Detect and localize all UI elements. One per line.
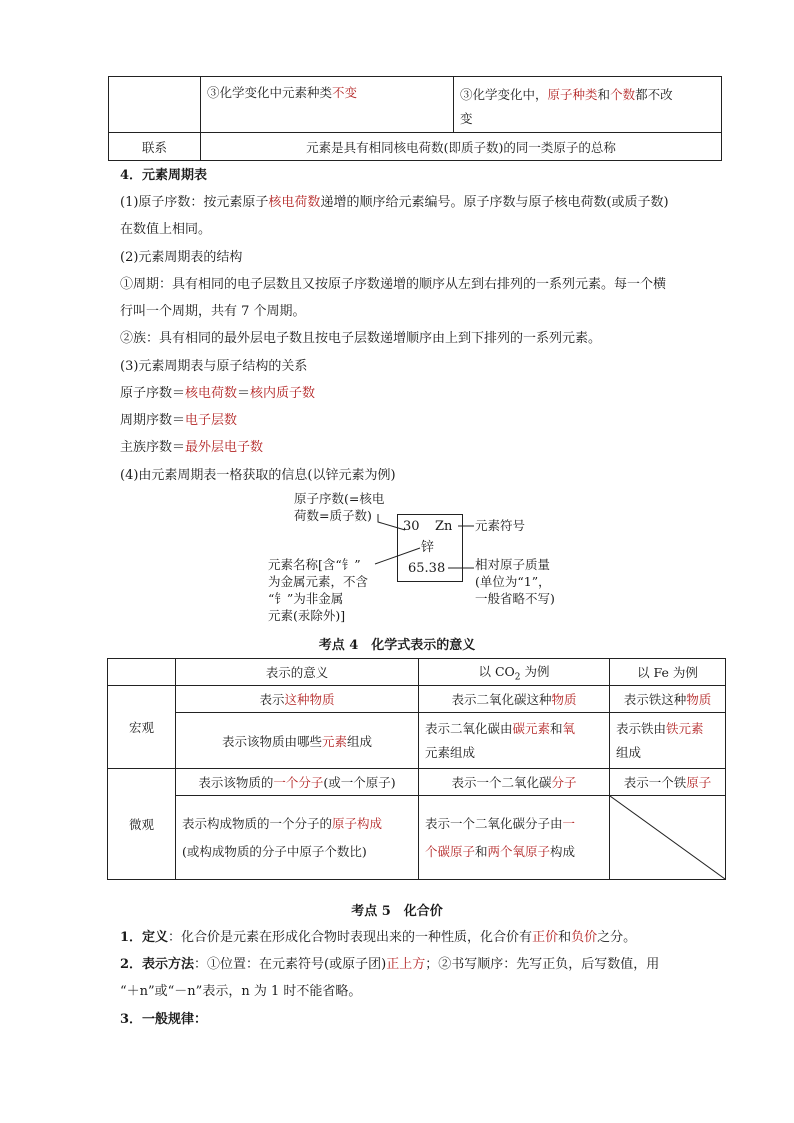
cell-text: 变 — [460, 111, 473, 126]
label-name-2: 为金属元素，不含 — [268, 574, 369, 589]
label-atomic-number-2: 荷数=质子数) — [294, 508, 372, 523]
table-cell — [419, 796, 610, 880]
text: 组成 — [347, 733, 373, 749]
label-mass-1: 相对原子质量 — [475, 557, 551, 572]
cell-text: ③化学变化中， — [460, 87, 548, 102]
leader-line — [378, 514, 405, 530]
label-symbol: 元素符号 — [475, 518, 526, 533]
text-red: 原子 — [686, 775, 712, 790]
text-bold: 1．定义 — [120, 930, 169, 945]
text: ：①位置：在元素符号(或原子团) — [194, 957, 387, 972]
text-red: 个碳原子 — [425, 843, 476, 859]
cell-text-red: 种类 — [572, 87, 598, 102]
formula-line — [120, 409, 237, 428]
macro-label: 宏观 — [108, 686, 176, 769]
table-cell — [419, 686, 610, 713]
subscript: 2 — [514, 672, 521, 683]
text: 和 — [475, 843, 488, 859]
table-cell — [176, 796, 419, 880]
paragraph: 行叫一个周期，共有 7 个周期。 — [120, 304, 306, 319]
rules-heading: 3．一般规律： — [120, 1012, 208, 1027]
text: 表示 — [259, 692, 285, 707]
text-red: 正价 — [532, 930, 559, 945]
header-fe: 以 Fe 为例 — [610, 659, 726, 686]
text: 表示该物质由哪些 — [221, 733, 322, 749]
cell-text: 和 — [597, 87, 611, 102]
formula-meaning-table — [107, 658, 726, 880]
header-meaning: 表示的意义 — [176, 659, 419, 686]
text-red: 一个分子 — [273, 775, 324, 790]
text-red: 核电荷数 — [185, 386, 238, 401]
text: 为例 — [520, 663, 550, 679]
text: 之分。 — [597, 930, 637, 945]
table-cell — [610, 686, 726, 713]
text: 递增的顺序给元素编号。原子序数与原子核电荷数(或质子数) — [320, 195, 669, 210]
kaodian5-title: 考点 5 化合价 — [351, 904, 443, 919]
paragraph: 在数值上相同。 — [120, 222, 212, 237]
table-cell — [108, 659, 176, 686]
atomic-number: 30 — [403, 519, 420, 534]
text: 主族序数＝ — [120, 440, 186, 455]
text: 表示铁由 — [616, 720, 667, 736]
element-cell-box — [397, 514, 463, 582]
text-red: 一 — [562, 815, 576, 831]
text: ＝ — [237, 386, 251, 401]
text: 表示二氧化碳这种 — [451, 692, 552, 707]
relation-text: 元素是具有相同核电荷数(即质子数)的同一类原子的总称 — [201, 133, 722, 161]
text-red: 核内质子数 — [250, 386, 316, 401]
paragraph — [120, 191, 669, 210]
text: 表示一个二氧化碳 — [451, 775, 552, 790]
text: 以 CO — [478, 663, 515, 679]
definition-line — [120, 926, 636, 945]
atomic-mass: 65.38 — [408, 561, 446, 576]
text-red: 原子构成 — [332, 815, 383, 831]
cell-text-red: 个数 — [610, 87, 636, 102]
cell-text-red: 不变 — [332, 85, 358, 100]
text: 组成 — [616, 744, 642, 760]
paragraph: (3)元素周期表与原子结构的关系 — [120, 359, 308, 374]
table-cell — [610, 713, 726, 769]
text: (或构成物质的分子中原子个数比) — [182, 843, 367, 859]
label-atomic-number-1: 原子序数(=核电 — [294, 491, 385, 506]
text-red: 物质 — [686, 692, 712, 707]
header-co2 — [419, 659, 610, 686]
text: 和 — [558, 930, 572, 945]
notation-line-2: “＋n”或“－n”表示，n 为 1 时不能省略。 — [120, 984, 362, 999]
text-red: 最外层电子数 — [185, 440, 264, 455]
section-heading: 4．元素周期表 — [120, 168, 208, 183]
cell-text-red: 原子 — [547, 87, 573, 102]
formula-line — [120, 382, 315, 401]
text: (或一个原子) — [323, 775, 396, 790]
paragraph: (2)元素周期表的结构 — [120, 250, 243, 265]
label-name-4: 元素(汞除外)] — [268, 608, 346, 623]
empty-diagonal-cell — [610, 796, 726, 880]
text: 表示该物质的 — [198, 775, 274, 790]
table-cell — [419, 713, 610, 769]
text-red: 正上方 — [386, 957, 426, 972]
table-cell — [419, 769, 610, 796]
text-red: 两个氧原子 — [487, 843, 551, 859]
text-red: 碳元素 — [512, 720, 551, 736]
text-red: 核电荷数 — [268, 195, 321, 210]
diagonal-line — [610, 796, 725, 879]
text-red: 负价 — [571, 930, 598, 945]
element-atom-compare-table — [108, 76, 722, 161]
label-name-3: “钅”为非金属 — [268, 591, 344, 606]
text-red: 氧 — [562, 720, 576, 736]
text: 表示一个铁 — [623, 775, 687, 790]
text-red: 这种物质 — [284, 692, 335, 707]
paragraph: ②族：具有相同的最外层电子数且按电子层数递增顺序由上到下排列的一系列元素。 — [120, 331, 602, 346]
text: ；②书写顺序：先写正负，后写数值，用 — [425, 957, 660, 972]
text-red: 分子 — [551, 775, 577, 790]
label-mass-3: 一般省略不写) — [475, 591, 555, 606]
cell-text: 都不改 — [635, 87, 673, 102]
notation-line — [120, 953, 659, 972]
element-symbol: Zn — [435, 519, 453, 534]
text: 周期序数＝ — [120, 413, 186, 428]
text-bold: 2．表示方法 — [120, 957, 195, 972]
micro-label: 微观 — [108, 769, 176, 880]
table-cell — [176, 769, 419, 796]
paragraph: (4)由元素周期表一格获取的信息(以锌元素为例) — [120, 468, 396, 483]
table-cell — [610, 769, 726, 796]
table-cell — [176, 713, 419, 769]
text: 表示一个二氧化碳分子由 — [425, 815, 563, 831]
label-mass-2: (单位为“1”， — [475, 574, 551, 589]
cell-text: ③化学变化中元素种类 — [207, 85, 333, 100]
text: ：化合价是元素在形成化合物时表现出来的一种性质，化合价有 — [168, 930, 533, 945]
text: 元素组成 — [425, 744, 476, 760]
text: 表示二氧化碳由 — [425, 720, 513, 736]
text-red: 铁元素 — [666, 720, 704, 736]
text: 原子序数＝ — [120, 386, 186, 401]
leader-line — [375, 548, 420, 564]
text: 表示铁这种 — [623, 692, 687, 707]
paragraph: ①周期：具有相同的电子层数且又按原子序数递增的顺序从左到右排列的一系列元素。每一个横 — [120, 277, 667, 292]
text-red: 电子层数 — [185, 413, 238, 428]
text-red: 物质 — [551, 692, 577, 707]
kaodian4-title: 考点 4 化学式表示的意义 — [318, 638, 476, 653]
row-label-link: 联系 — [109, 133, 201, 161]
table-cell — [109, 77, 201, 133]
table-cell — [454, 77, 722, 133]
table-cell — [176, 686, 419, 713]
text: 构成 — [550, 843, 576, 859]
table-cell — [201, 77, 454, 133]
formula-line — [120, 436, 263, 455]
text-red: 元素 — [321, 733, 347, 749]
element-name: 锌 — [421, 540, 435, 555]
text: (1)原子序数：按元素原子 — [120, 195, 269, 210]
text: 表示构成物质的一个分子的 — [182, 815, 333, 831]
text: 和 — [550, 720, 563, 736]
label-name-1: 元素名称[含“钅” — [268, 557, 361, 572]
